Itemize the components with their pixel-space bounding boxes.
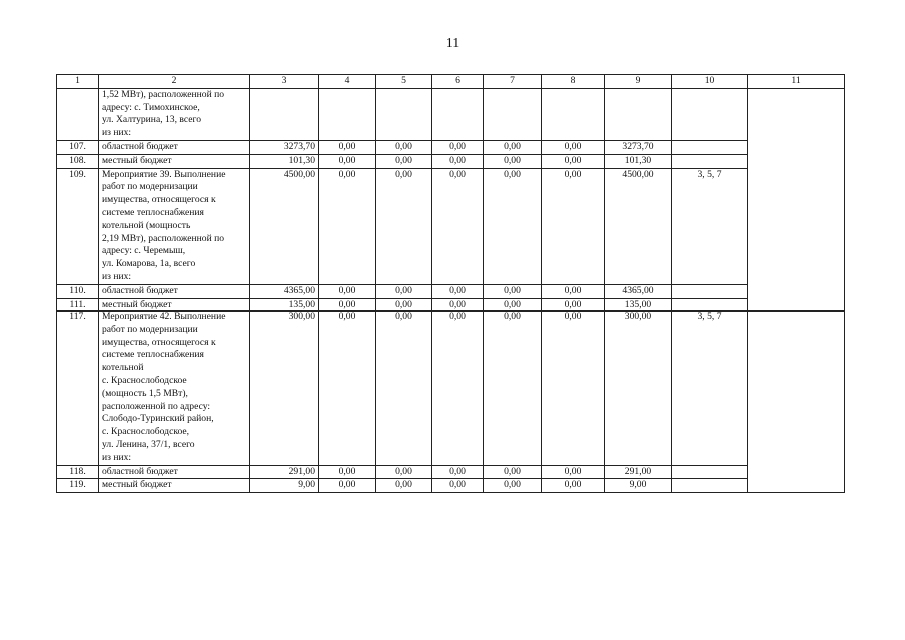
header-row bbox=[57, 75, 845, 89]
budget-table-part-1 bbox=[56, 74, 845, 312]
cell-col-3: 135,00 bbox=[250, 298, 319, 312]
cell-c4: 0,00 bbox=[319, 168, 376, 284]
column-header: 9 bbox=[605, 75, 672, 89]
cell-c4: 0,00 bbox=[319, 311, 376, 466]
table-row bbox=[57, 140, 845, 154]
cell-col-9: 4500,00 bbox=[605, 168, 672, 284]
cell-col-10 bbox=[672, 479, 748, 493]
cell-col-10 bbox=[672, 88, 748, 140]
cell-col-3: 4500,00 bbox=[250, 168, 319, 284]
cell-col-11 bbox=[748, 88, 845, 312]
budget-table-part-2 bbox=[56, 310, 845, 493]
cell-c4: 0,00 bbox=[319, 479, 376, 493]
row-number: 109. bbox=[57, 168, 99, 284]
cell-col-10 bbox=[672, 154, 748, 168]
table-row bbox=[57, 284, 845, 298]
cell-col-9: 135,00 bbox=[605, 298, 672, 312]
cell-c5: 0,00 bbox=[376, 479, 432, 493]
row-description: областной бюджет bbox=[99, 465, 250, 479]
cell-c6: 0,00 bbox=[432, 311, 484, 466]
row-description: областной бюджет bbox=[99, 140, 250, 154]
column-header: 7 bbox=[484, 75, 542, 89]
row-description: 1,52 МВт), расположенной по адресу: с. Тимохинское, ул. Халтурина, 13, всего из них: bbox=[99, 88, 250, 140]
cell-c4: 0,00 bbox=[319, 140, 376, 154]
cell-c6: 0,00 bbox=[432, 140, 484, 154]
cell-col-3: 300,00 bbox=[250, 311, 319, 466]
cell-c8: 0,00 bbox=[542, 154, 605, 168]
cell-c5: 0,00 bbox=[376, 168, 432, 284]
cell-col-3: 4365,00 bbox=[250, 284, 319, 298]
cell-col-10: 3, 5, 7 bbox=[672, 168, 748, 284]
cell-col-10: 3, 5, 7 bbox=[672, 311, 748, 466]
row-description: областной бюджет bbox=[99, 284, 250, 298]
cell-c6: 0,00 bbox=[432, 298, 484, 312]
cell-col-3 bbox=[250, 88, 319, 140]
table-row bbox=[57, 465, 845, 479]
cell-c6: 0,00 bbox=[432, 168, 484, 284]
cell-c7: 0,00 bbox=[484, 284, 542, 298]
row-description: Мероприятие 42. Выполнение работ по модернизации имущества, относящегося к системе теплоснабжения котельной с. Краснослободское (мощность 1,5 МВт), расположенной по адресу: Слободо-Туринский район, с. Краснослободское, ул. Ленина, 37/1, всего из них: bbox=[99, 311, 250, 466]
cell-c8: 0,00 bbox=[542, 140, 605, 154]
cell-col-9: 9,00 bbox=[605, 479, 672, 493]
column-header: 4 bbox=[319, 75, 376, 89]
cell-c6: 0,00 bbox=[432, 465, 484, 479]
row-description: Мероприятие 39. Выполнение работ по модернизации имущества, относящегося к системе теплоснабжения котельной (мощность 2,19 МВт), расположенной по адресу: с. Черемыш, ул. Комарова, 1а, всего из них: bbox=[99, 168, 250, 284]
cell-c5: 0,00 bbox=[376, 154, 432, 168]
column-header: 11 bbox=[748, 75, 845, 89]
cell-c8 bbox=[542, 88, 605, 140]
cell-c6: 0,00 bbox=[432, 154, 484, 168]
cell-col-9: 300,00 bbox=[605, 311, 672, 466]
cell-c4: 0,00 bbox=[319, 284, 376, 298]
cell-c5: 0,00 bbox=[376, 140, 432, 154]
table-row bbox=[57, 479, 845, 493]
cell-c4: 0,00 bbox=[319, 154, 376, 168]
table-row bbox=[57, 154, 845, 168]
cell-c5 bbox=[376, 88, 432, 140]
cell-c4 bbox=[319, 88, 376, 140]
row-number: 108. bbox=[57, 154, 99, 168]
column-header: 5 bbox=[376, 75, 432, 89]
column-header: 3 bbox=[250, 75, 319, 89]
cell-col-9: 3273,70 bbox=[605, 140, 672, 154]
cell-c6: 0,00 bbox=[432, 284, 484, 298]
cell-c8: 0,00 bbox=[542, 311, 605, 466]
row-number: 111. bbox=[57, 298, 99, 312]
cell-c5: 0,00 bbox=[376, 311, 432, 466]
cell-c7: 0,00 bbox=[484, 465, 542, 479]
cell-c7: 0,00 bbox=[484, 140, 542, 154]
cell-c7: 0,00 bbox=[484, 168, 542, 284]
cell-col-3: 3273,70 bbox=[250, 140, 319, 154]
cell-c4: 0,00 bbox=[319, 465, 376, 479]
cell-c7: 0,00 bbox=[484, 298, 542, 312]
row-number bbox=[57, 88, 99, 140]
row-number: 119. bbox=[57, 479, 99, 493]
row-description: местный бюджет bbox=[99, 298, 250, 312]
row-number: 110. bbox=[57, 284, 99, 298]
column-header: 10 bbox=[672, 75, 748, 89]
cell-c8: 0,00 bbox=[542, 168, 605, 284]
row-description: местный бюджет bbox=[99, 479, 250, 493]
cell-col-3: 101,30 bbox=[250, 154, 319, 168]
cell-col-9: 291,00 bbox=[605, 465, 672, 479]
cell-c6 bbox=[432, 88, 484, 140]
page-number: 11 bbox=[445, 36, 460, 51]
cell-col-9: 101,30 bbox=[605, 154, 672, 168]
table-row bbox=[57, 311, 845, 466]
cell-c8: 0,00 bbox=[542, 465, 605, 479]
cell-c7: 0,00 bbox=[484, 479, 542, 493]
row-number: 118. bbox=[57, 465, 99, 479]
table-row bbox=[57, 168, 845, 284]
cell-col-9 bbox=[605, 88, 672, 140]
column-header: 2 bbox=[99, 75, 250, 89]
cell-c7: 0,00 bbox=[484, 311, 542, 466]
cell-c5: 0,00 bbox=[376, 298, 432, 312]
cell-c7 bbox=[484, 88, 542, 140]
cell-c7: 0,00 bbox=[484, 154, 542, 168]
table-row bbox=[57, 88, 845, 140]
column-header: 6 bbox=[432, 75, 484, 89]
cell-col-10 bbox=[672, 140, 748, 154]
cell-col-3: 9,00 bbox=[250, 479, 319, 493]
column-header: 8 bbox=[542, 75, 605, 89]
cell-c5: 0,00 bbox=[376, 465, 432, 479]
cell-col-10 bbox=[672, 284, 748, 298]
cell-c5: 0,00 bbox=[376, 284, 432, 298]
cell-c8: 0,00 bbox=[542, 479, 605, 493]
cell-c8: 0,00 bbox=[542, 284, 605, 298]
cell-c6: 0,00 bbox=[432, 479, 484, 493]
cell-col-10 bbox=[672, 465, 748, 479]
cell-col-9: 4365,00 bbox=[605, 284, 672, 298]
cell-c4: 0,00 bbox=[319, 298, 376, 312]
column-header: 1 bbox=[57, 75, 99, 89]
row-number: 107. bbox=[57, 140, 99, 154]
cell-c8: 0,00 bbox=[542, 298, 605, 312]
cell-col-3: 291,00 bbox=[250, 465, 319, 479]
row-number: 117. bbox=[57, 311, 99, 466]
cell-col-11 bbox=[748, 311, 845, 493]
row-description: местный бюджет bbox=[99, 154, 250, 168]
